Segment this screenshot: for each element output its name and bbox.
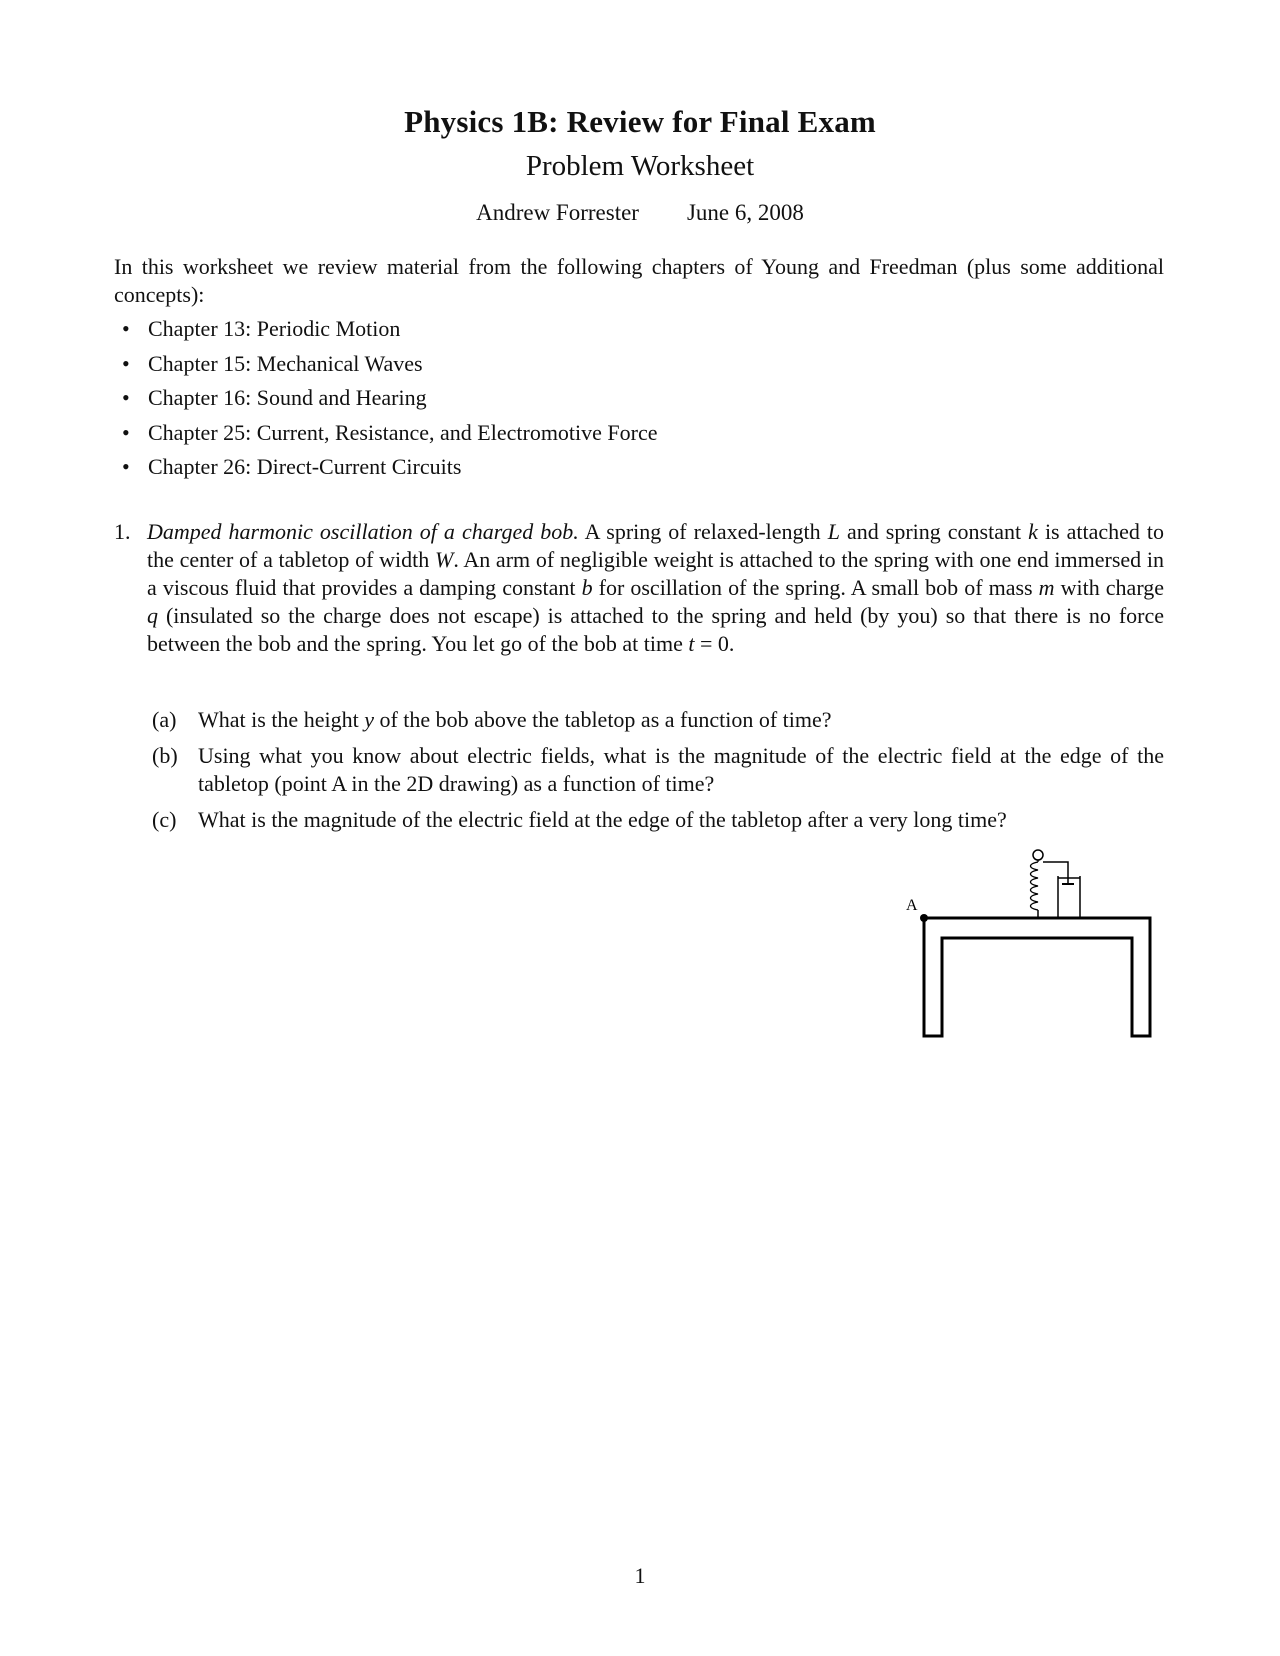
problem-1 xyxy=(114,518,1164,658)
bullet-icon: • xyxy=(122,385,130,410)
point-a-marker xyxy=(920,914,928,922)
date: June 6, 2008 xyxy=(686,200,804,225)
part-c: (c) What is the magnitude of the electric field at the edge of the tabletop after a very long time? xyxy=(152,807,1007,832)
problem-statement: Damped harmonic oscillation of a charged bob. A spring of relaxed-length L and spring constant k is attached to the center of a tabletop of width W. An arm of negligible weight is attached to the spring with one end immersed in a viscous fluid that provides a damping constant b for oscillation of the spring. A small bob of mass m with charge q (insulated so the charge does not escape) is attached to the spring and held (by you) so that there is no force between the bob and the spring. You let go of the bob at time t = 0. xyxy=(147,519,1165,656)
author: Andrew Forrester xyxy=(476,200,639,225)
chapter-list xyxy=(122,315,658,488)
list-item: • Chapter 15: Mechanical Waves xyxy=(122,350,423,376)
spring-icon xyxy=(1031,862,1039,910)
table-spring-diagram xyxy=(892,848,1182,1058)
damper-cylinder-icon xyxy=(1058,876,1080,918)
list-item: • Chapter 16: Sound and Hearing xyxy=(122,385,427,410)
part-b: (b) Using what you know about electric fields, what is the magnitude of the electric field at the edge of the tabletop (point A in the 2D drawing) as a function of time? xyxy=(152,743,1164,796)
table-outline xyxy=(924,918,1150,1036)
list-item: • Chapter 13: Periodic Motion xyxy=(122,316,401,341)
bullet-icon: • xyxy=(122,350,130,376)
byline xyxy=(0,200,1280,226)
bullet-icon: • xyxy=(122,454,130,479)
page-number: 1 xyxy=(634,1563,646,1588)
bob-icon xyxy=(1033,850,1043,860)
point-a-label: A xyxy=(906,897,918,914)
part-a: (a) What is the height y of the bob above the tabletop as a function of time? xyxy=(152,707,832,732)
page-subtitle: Problem Worksheet xyxy=(525,150,755,182)
problem-number: 1. xyxy=(114,519,131,544)
page-title: Physics 1B: Review for Final Exam xyxy=(404,104,876,139)
bullet-icon: • xyxy=(122,316,130,341)
list-item: • Chapter 26: Direct-Current Circuits xyxy=(122,454,462,479)
problem-title: Damped harmonic oscillation of a charged bob. xyxy=(147,519,579,544)
list-item: • Chapter 25: Current, Resistance, and Electromotive Force xyxy=(122,419,658,445)
bullet-icon: • xyxy=(122,419,130,445)
damper-arm xyxy=(1043,862,1068,884)
problem-parts xyxy=(152,706,1164,842)
intro-paragraph: In this worksheet we review material from the following chapters of Young and Freedman (plus some additional concepts): xyxy=(114,254,1164,307)
